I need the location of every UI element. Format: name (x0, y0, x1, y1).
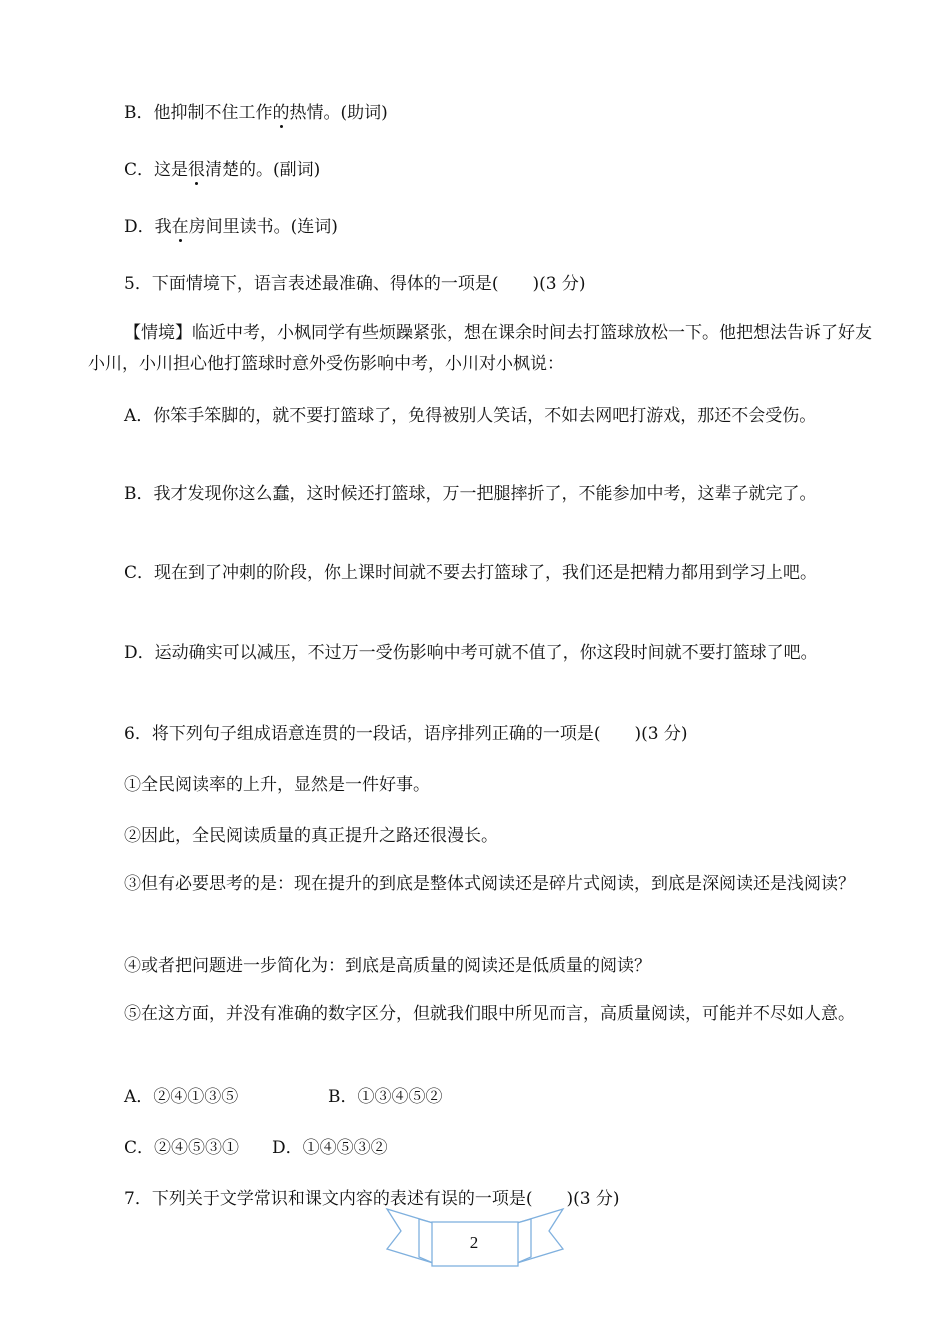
q5-stem: 5．下面情境下，语言表述最准确、得体的一项是( )(3 分) (124, 274, 586, 294)
q6-option-a: A．②④①③⑤ (124, 1087, 239, 1107)
q5-option-a: A．你笨手笨脚的，就不要打篮球了，免得被别人笑话，不如去网吧打游戏，那还不会受伤。 (124, 406, 817, 426)
q6-stem: 6．将下列句子组成语意连贯的一段话，语序排列正确的一项是( )(3 分) (124, 724, 688, 744)
option-text: D．我 (124, 217, 172, 237)
q6-option-c: C．②④⑤③① (124, 1138, 240, 1158)
emphasized-word: 的 (272, 103, 290, 123)
option-text: 热情。(助词) (289, 103, 388, 123)
q6-sentence-4: ④或者把问题进一步简化为：到底是高质量的阅读还是低质量的阅读？ (124, 956, 651, 976)
q6-sentence-1: ①全民阅读率的上升，显然是一件好事。 (124, 775, 430, 795)
q6-sentence-2: ②因此，全民阅读质量的真正提升之路还很漫长。 (124, 826, 498, 846)
q6-options-row-2 (124, 1135, 908, 1161)
emphasized-word: 很 (188, 160, 206, 180)
q6-options-row-1 (124, 1084, 908, 1110)
q5-option-d: D．运动确实可以减压，不过万一受伤影响中考可就不值了，你这段时间就不要打篮球了吧。 (124, 643, 818, 663)
option-text: 清楚的。(副词) (205, 160, 321, 180)
q6-option-b: B．①③④⑤② (328, 1087, 443, 1107)
q4-option-c (124, 157, 908, 183)
q5-context: 【情境】临近中考，小枫同学有些烦躁紧张，想在课余时间去打篮球放松一下。他把想法告诉了好友小川，小川担心他打篮球时意外受伤影响中考，小川对小枫说： (88, 323, 872, 374)
option-text: B．他抑制不住工作 (124, 103, 273, 123)
q5-option-c: C．现在到了冲刺的阶段，你上课时间就不要去打篮球了，我们还是把精力都用到学习上吧。 (124, 563, 818, 583)
q7-stem: 7．下列关于文学常识和课文内容的表述有误的一项是( )(3 分) (124, 1189, 620, 1209)
q4-option-d (124, 214, 908, 240)
option-text: C．这是 (124, 160, 189, 180)
q6-sentence-3: ③但有必要思考的是：现在提升的到底是整体式阅读还是碎片式阅读，到底是深阅读还是浅阅读？ (124, 874, 855, 894)
q5-option-b: B．我才发现你这么蠢，这时候还打篮球，万一把腿摔折了，不能参加中考，这辈子就完了。 (124, 484, 817, 504)
option-text: 房间里读书。(连词) (188, 217, 338, 237)
q6-sentence-5: ⑤在这方面，并没有准确的数字区分，但就我们眼中所见而言，高质量阅读，可能并不尽如人意。 (124, 1004, 855, 1024)
q4-option-b (124, 100, 908, 126)
q6-option-d: D．①④⑤③② (272, 1138, 388, 1158)
emphasized-word: 在 (171, 217, 189, 237)
page-number: 2 (469, 1233, 479, 1252)
